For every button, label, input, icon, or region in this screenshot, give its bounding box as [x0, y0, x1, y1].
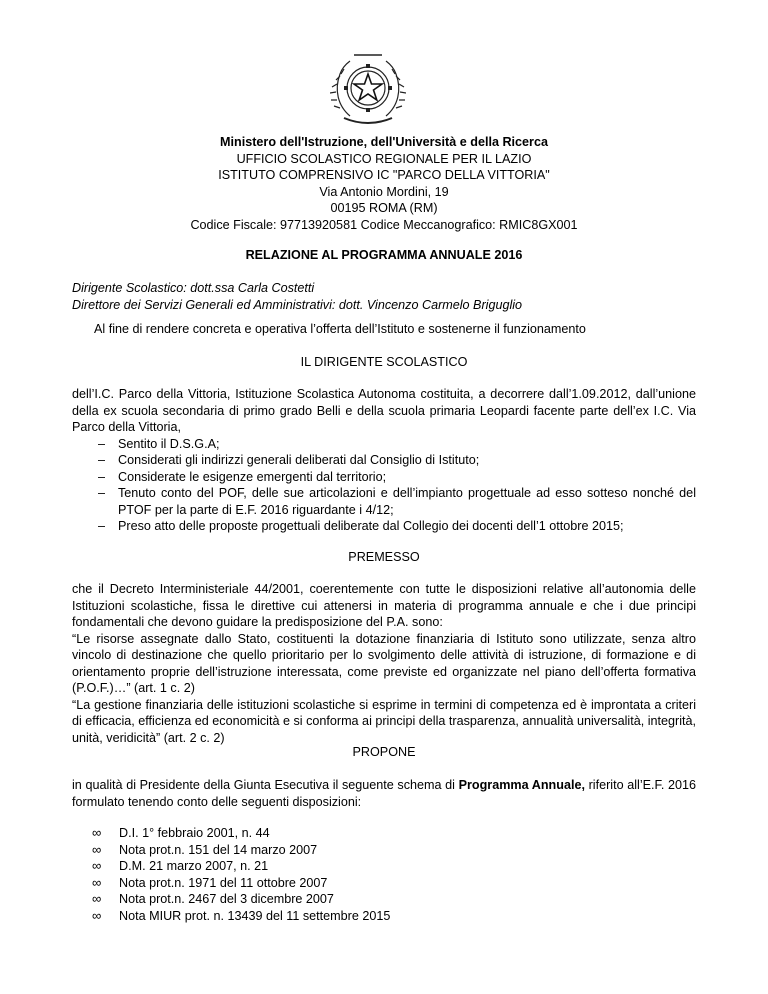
list-item: ∞ D.M. 21 marzo 2007, n. 21 [119, 858, 696, 875]
premesso-paragraph-3: “La gestione finanziaria delle istituzioni scolastiche si esprime in termini di competenza ed è improntata a criteri di efficacia, efficienza ed economicità e si conforma ai principi della trasparenza, annualità universalità, integrità, unità, veridicità” (art. 2 c. 2) [72, 697, 696, 745]
list-item: ∞ Nota MIUR prot. n. 13439 del 11 settembre 2015 [119, 908, 696, 925]
references-block [72, 825, 696, 924]
premesso-paragraph-1: che il Decreto Interministeriale 44/2001, coerentemente con tutte le disposizioni relative all’autonomia delle Istituzioni scolastiche, fissa le direttive cui attenersi in materia di programma annuale e che i due principi fondamentali che devono guidare la predisposizione del P.A. sono: [72, 582, 696, 629]
institute-city: 00195 ROMA (RM) [330, 201, 438, 215]
dirigente-line: Dirigente Scolastico: dott.ssa Carla Costetti [72, 281, 315, 295]
institute-name: ISTITUTO COMPRENSIVO IC "PARCO DELLA VITTORIA" [218, 168, 550, 182]
institute-codes: Codice Fiscale: 97713920581 Codice Meccanografico: RMIC8GX001 [190, 217, 578, 232]
direttore-line: Direttore dei Servizi Generali ed Amministrativi: dott. Vincenzo Carmelo Briguglio [72, 297, 523, 312]
letterhead [72, 134, 696, 233]
institute-street: Via Antonio Mordini, 19 [319, 184, 449, 199]
list-item: ∞ Nota prot.n. 151 del 14 marzo 2007 [119, 842, 696, 859]
references-list [72, 825, 696, 924]
list-item: ∞ D.I. 1° febbraio 2001, n. 44 [119, 825, 696, 842]
intro-paragraph: Al fine di rendere concreta e operativa l’offerta dell’Istituto e sostenerne il funzionamento [94, 322, 586, 336]
dirigente-paragraph: dell’I.C. Parco della Vittoria, Istituzione Scolastica Autonoma costituita, a decorrere dall’1.09.2012, dall’unione della ex scuola secondaria di primo grado Belli e della scuola primaria Leopardi facente parte dell’ex I.C. Via Parco della Vittoria, [72, 387, 696, 434]
list-item: – Considerate le esigenze emergenti dal territorio; [118, 469, 696, 486]
document-title: RELAZIONE AL PROGRAMMA ANNUALE 2016 [245, 248, 523, 262]
section-heading-premesso: PREMESSO [348, 550, 420, 564]
propone-text-after: riferito all’E.F. 2016 formulato tenendo conto delle seguenti disposizioni: [72, 778, 696, 809]
signatories [72, 280, 696, 313]
section-dirigente-body [72, 386, 696, 535]
regional-office: UFFICIO SCOLASTICO REGIONALE PER IL LAZIO [236, 151, 532, 166]
ministry-name: Ministero dell'Istruzione, dell'Università e della Ricerca [220, 135, 548, 149]
propone-text-bold: Programma Annuale, [458, 778, 585, 792]
section-premesso-body [72, 581, 696, 746]
list-item: ∞ Nota prot.n. 1971 del 11 ottobre 2007 [119, 875, 696, 892]
section-heading-dirigente: IL DIRIGENTE SCOLASTICO [300, 355, 468, 369]
considerations-list [72, 436, 696, 535]
propone-text-before: in qualità di Presidente della Giunta Esecutiva il seguente schema di [72, 778, 459, 792]
premesso-paragraph-2: “Le risorse assegnate dallo Stato, costituenti la dotazione finanziaria di Istituto sono utilizzate, senza altro vincolo di destinazione che quello prioritario per lo svolgimento delle attività di istruzione, di formazione e di orientamento proprie dell’istruzione interessata, come previste ed organizzate nel piano dell’offerta formativa (P.O.F.)…” (art. 1 c. 2) [72, 631, 696, 695]
republic-emblem-icon [330, 50, 406, 128]
list-item: – Sentito il D.S.G.A; [118, 436, 696, 453]
list-item: – Considerati gli indirizzi generali deliberati dal Consiglio di Istituto; [118, 452, 696, 469]
list-item: – Tenuto conto del POF, delle sue articolazioni e dell’impianto progettuale ad esso sotteso nonché del PTOF per la parte di E.F. 2016 riguardante i 4/12; [118, 485, 696, 518]
section-heading-propone: PROPONE [352, 745, 416, 759]
propone-paragraph [72, 777, 696, 810]
list-item: ∞ Nota prot.n. 2467 del 3 dicembre 2007 [119, 891, 696, 908]
list-item: – Preso atto delle proposte progettuali deliberate dal Collegio dei docenti dell’1 ottobre 2015; [118, 518, 696, 535]
